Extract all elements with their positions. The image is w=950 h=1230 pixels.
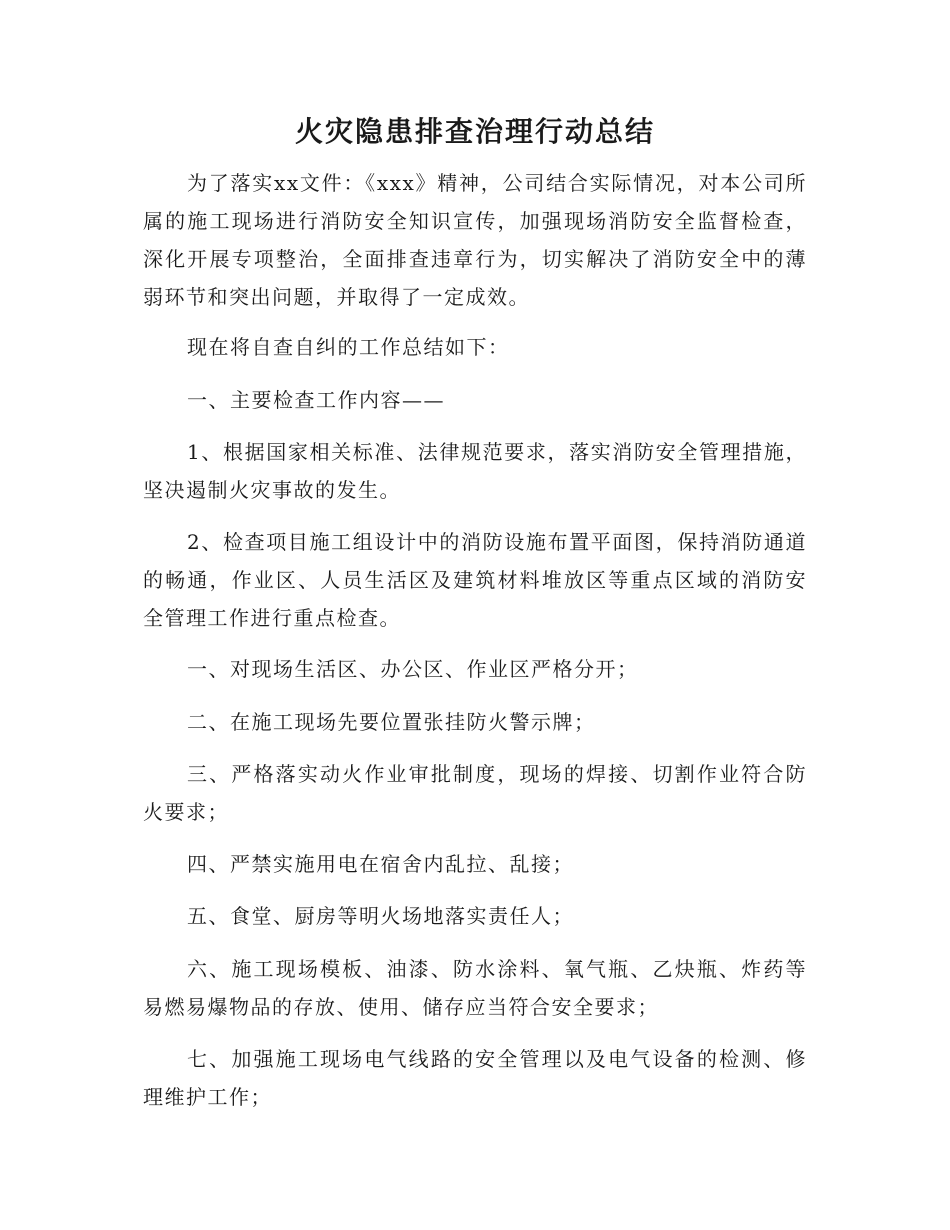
paragraph-intro: 为了落实xx文件：《xxx》精神，公司结合实际情况，对本公司所属的施工现场进行消防安全知识宣传，加强现场消防安全监督检查，深化开展专项整治，全面排查违章行为，切实解决了消防安全中的薄弱环节和突出问题，并取得了一定成效。 (143, 171, 807, 309)
list-item-6: 六、施工现场模板、油漆、防水涂料、氧气瓶、乙炔瓶、炸药等易燃易爆物品的存放、使用、储存应当符合安全要求； (143, 957, 807, 1019)
list-item-2: 二、在施工现场先要位置张挂防火警示牌； (187, 710, 596, 734)
section-heading-1: 一、主要检查工作内容—— (187, 388, 445, 412)
paragraph-item-1: 1、根据国家相关标准、法律规范要求，落实消防安全管理措施，坚决遏制火灾事故的发生。 (143, 440, 807, 502)
list-item-3: 三、严格落实动火作业审批制度，现场的焊接、切割作业符合防火要求； (143, 762, 807, 824)
paragraph-item-2: 2、检查项目施工组设计中的消防设施布置平面图，保持消防通道的畅通，作业区、人员生活区及建筑材料堆放区等重点区域的消防安全管理工作进行重点检查。 (143, 530, 807, 630)
paragraph-summary-lead: 现在将自查自纠的工作总结如下： (187, 335, 510, 359)
list-item-7: 七、加强施工现场电气线路的安全管理以及电气设备的检测、修理维护工作； (143, 1047, 807, 1109)
list-item-4: 四、严禁实施用电在宿舍内乱拉、乱接； (187, 852, 574, 876)
document-title: 火灾隐患排查治理行动总结 (294, 115, 655, 148)
list-item-5: 五、食堂、厨房等明火场地落实责任人； (187, 904, 574, 928)
list-item-1: 一、对现场生活区、办公区、作业区严格分开； (187, 657, 639, 681)
